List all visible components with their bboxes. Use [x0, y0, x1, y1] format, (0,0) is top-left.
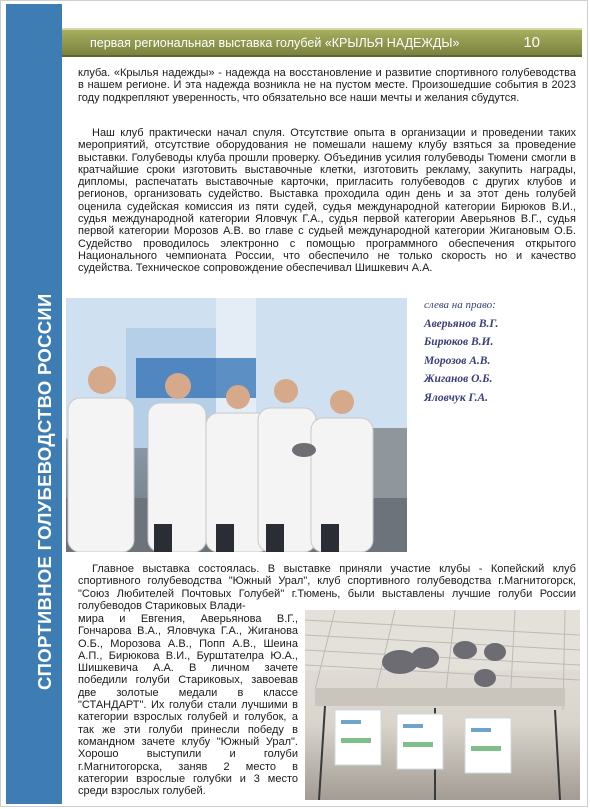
paragraph-1: клуба. «Крылья надежды» - надежда на восстановление и развитие спортивного голубеводства в нашем регионе. И эта надежда возникла не на пустом месте. Произошедшие события в 2023 году подкрепляют уверенность, что обязательно все наши мечты и желания сбудутся. [78, 67, 576, 104]
paragraph-3-continued: мира и Евгения, Аверьянова В.Г., Гончарова В.А., Яловчука Г.А., Жиганова О.Б., Морозова А.В., Попп А.В., Шеина А.П., Бирюкова В.И., Бурштателра Ю.А., Шишкевича А.А. В личном зачете победили голуби Стариковых, завоевав две золотые медали в классе "СТАНДАРТ". Их голуби стали лучшими в категории взрослых голубей и голубок, а так же эти голуби принесли победу в командном зачете клубу "Южный Урал". Хорошо выступили и голуби г.Магнитогорска, заняв 2 место в категории взрослые голубки и 3 место среди взрослых голубей. [78, 613, 298, 798]
page-number: 10 [523, 34, 540, 51]
pigeon-cages-illustration [305, 610, 580, 800]
judges-photo-illustration [66, 298, 407, 552]
caption-name: Жиганов О.Б. [424, 373, 493, 385]
header-title: первая региональная выставка голубей «КРЫЛЬЯ НАДЕЖДЫ» [90, 36, 460, 50]
photo-caption [424, 296, 574, 407]
caption-intro: слева на право: [424, 299, 496, 311]
header-bar [62, 28, 582, 57]
caption-name: Яловчук Г.А. [424, 391, 489, 404]
paragraph-2: Наш клуб практически начал сnуля. Отсутствие опыта в организации и проведении таких мероприятий, отсутствие оборудования не помешали нашему клубу взяться за проведение выставки. Голубеводы клуба прошли проверку. Объединив усилия голубеводы Тюмени смогли в кратчайшие сроки изготовить выставочные клетки, изготовить рекламу, закупить награды, дипломы, распечатать выставочные карточки, пригласить голубеводов с других клубов и регионов, организовать судейство. Выставка проходила один день и за этот день голубей оценила судейская комиссия из пяти судей, судья международной категории Бирюков В.И., судья международной категории Яловчук Г.А., судья первой категории Аверьянов В.Г., судья первой категории Морозов А.В. во главе с судьей международной категории Жигановым О.Б. Судейство проводилось электронно с помощью программного обеспечения открытого Национального чемпионата России, что обеспечило не только скорость но и качество судейства. Техническое сопровождение обеспечивал Шишкевич А.А. [78, 127, 576, 275]
caption-name: Аверьянов В.Г. [424, 317, 499, 330]
caption-name: Бирюков В.И. [424, 336, 494, 348]
paragraph-3: Главное выставка состоялась. В выставке приняли участие клубы - Копейский клуб спортивного голубеводства "Южный Урал", клуб спортивного голубеводства г.Магнитогорск, "Союз Любителей Почтовых Голубей" г.Тюмень, были выставлены лучшие голуби России голубеводов Стариковых Влади- [78, 563, 576, 612]
judges-photo [66, 298, 407, 552]
caption-name: Морозов А.В. [424, 354, 491, 367]
pigeon-cages-photo [305, 610, 580, 800]
side-title: СПОРТИВНОЕ ГОЛУБЕВОДСТВО РОССИИ [34, 293, 55, 690]
